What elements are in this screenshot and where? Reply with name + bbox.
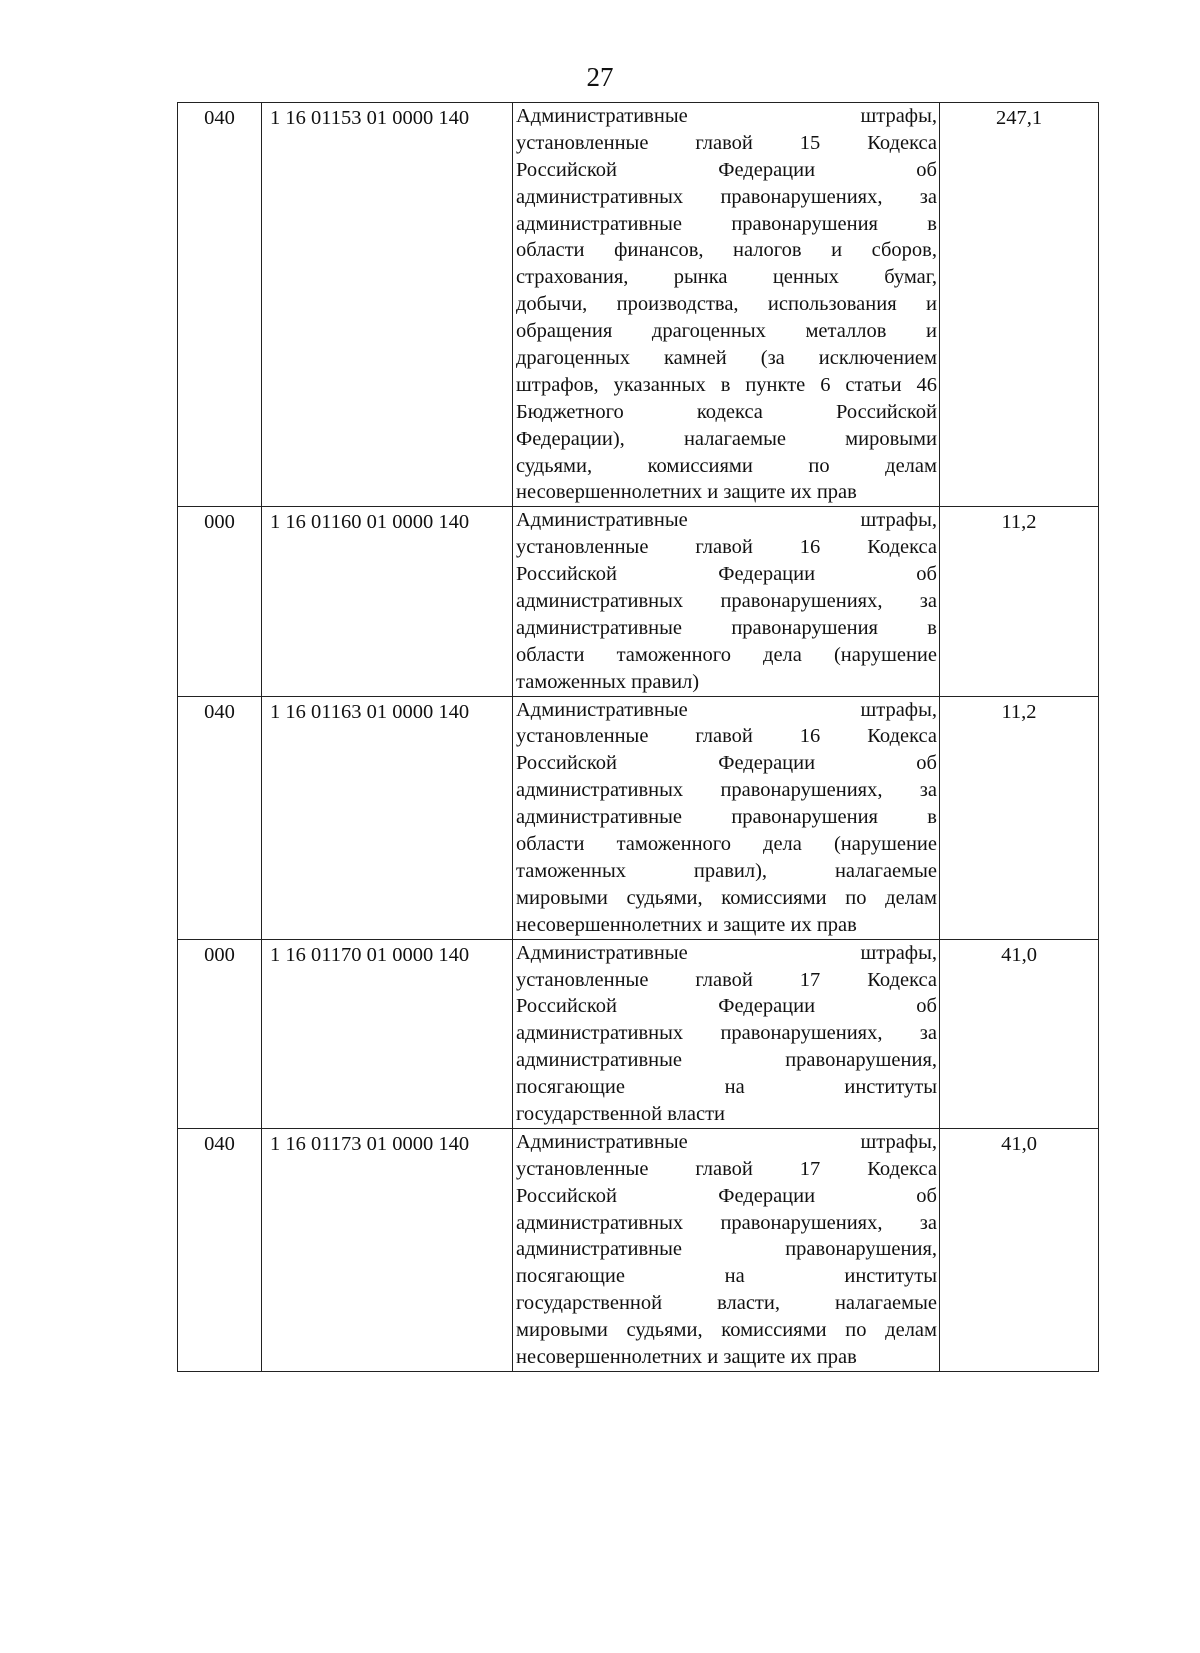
description-line: Российской Федерации об (516, 995, 937, 1018)
description-line: таможенных правил), налагаемые (516, 859, 937, 882)
table-row (178, 939, 1099, 1128)
description-line: Российской Федерации об (516, 563, 937, 586)
kbk-code-cell: 1 16 01170 01 0000 140 (262, 939, 513, 1128)
description-line: административные правонарушения в (516, 806, 937, 829)
description-line: административные правонарушения, (516, 1049, 937, 1072)
description-cell (513, 507, 940, 696)
description-line: административных правонарушениях, за (516, 1022, 937, 1045)
description-line: обращения драгоценных металлов и (516, 320, 937, 343)
table-row (178, 507, 1099, 696)
description-line: драгоценных камней (за исключением (516, 347, 937, 370)
description-line: Административные штрафы, (516, 105, 937, 127)
table-body (178, 103, 1099, 1372)
description-line: административные правонарушения в (516, 616, 937, 639)
description-line: таможенных правил) (516, 670, 700, 693)
description-line: области таможенного дела (нарушение (516, 833, 937, 856)
description-line: Российской Федерации об (516, 158, 937, 181)
amount-cell: 11,2 (940, 507, 1099, 696)
description-cell (513, 1128, 940, 1371)
description-line: установленные главой 17 Кодекса (516, 968, 937, 991)
description-line: добычи, производства, использования и (516, 293, 937, 316)
description-line: Административные штрафы, (516, 698, 937, 721)
description-line: области финансов, налогов и сборов, (516, 239, 937, 262)
description-line: государственной власти, налагаемые (516, 1292, 937, 1315)
description-line: страхования, рынка ценных бумаг, (516, 266, 937, 289)
admin-code-cell: 040 (178, 1128, 262, 1371)
amount-cell: 41,0 (940, 939, 1099, 1128)
description-line: мировыми судьями, комиссиями по делам (516, 886, 937, 909)
description-line: установленные главой 17 Кодекса (516, 1157, 937, 1180)
amount-cell: 11,2 (940, 696, 1099, 939)
description-line: Российской Федерации об (516, 1184, 937, 1207)
amount-cell: 247,1 (940, 103, 1099, 507)
description-line: государственной власти (516, 1102, 725, 1125)
description-line: Административные штрафы, (516, 941, 937, 964)
description-line: Административные штрафы, (516, 1130, 937, 1153)
description-line: административные правонарушения, (516, 1238, 937, 1261)
description-line: административных правонарушениях, за (516, 185, 937, 208)
description-line: установленные главой 16 Кодекса (516, 725, 937, 748)
description-cell (513, 103, 940, 507)
description-line: Бюджетного кодекса Российской (516, 400, 937, 423)
page-number: 27 (586, 62, 614, 92)
admin-code-cell: 000 (178, 939, 262, 1128)
kbk-code-cell: 1 16 01173 01 0000 140 (262, 1128, 513, 1371)
admin-code-cell: 000 (178, 507, 262, 696)
budget-revenue-table (177, 102, 1099, 1372)
description-line: судьями, комиссиями по делам (516, 454, 937, 477)
description-line: Административные штрафы, (516, 509, 937, 532)
description-line: административных правонарушениях, за (516, 779, 937, 802)
kbk-code-cell: 1 16 01153 01 0000 140 (262, 103, 513, 507)
description-cell (513, 696, 940, 939)
description-line: Российской Федерации об (516, 752, 937, 775)
amount-cell: 41,0 (940, 1128, 1099, 1371)
description-line: области таможенного дела (нарушение (516, 643, 937, 666)
description-line: несовершеннолетних и защите их прав (516, 481, 857, 504)
admin-code-cell: 040 (178, 103, 262, 507)
description-cell (513, 939, 940, 1128)
description-line: установленные главой 15 Кодекса (516, 131, 937, 154)
admin-code-cell: 040 (178, 696, 262, 939)
table-row (178, 103, 1099, 507)
description-line: несовершеннолетних и защите их прав (516, 913, 857, 936)
description-line: посягающие на институты (516, 1265, 937, 1288)
table-row (178, 1128, 1099, 1371)
description-line: установленные главой 16 Кодекса (516, 536, 937, 559)
kbk-code-cell: 1 16 01163 01 0000 140 (262, 696, 513, 939)
description-line: административных правонарушениях, за (516, 1211, 937, 1234)
description-line: мировыми судьями, комиссиями по делам (516, 1319, 937, 1342)
description-line: Федерации), налагаемые мировыми (516, 427, 937, 450)
kbk-code-cell: 1 16 01160 01 0000 140 (262, 507, 513, 696)
description-line: административных правонарушениях, за (516, 590, 937, 613)
description-line: штрафов, указанных в пункте 6 статьи 46 (516, 373, 937, 396)
description-line: административные правонарушения в (516, 212, 937, 235)
table-row (178, 696, 1099, 939)
description-line: посягающие на институты (516, 1076, 937, 1099)
description-line: несовершеннолетних и защите их прав (516, 1345, 857, 1368)
